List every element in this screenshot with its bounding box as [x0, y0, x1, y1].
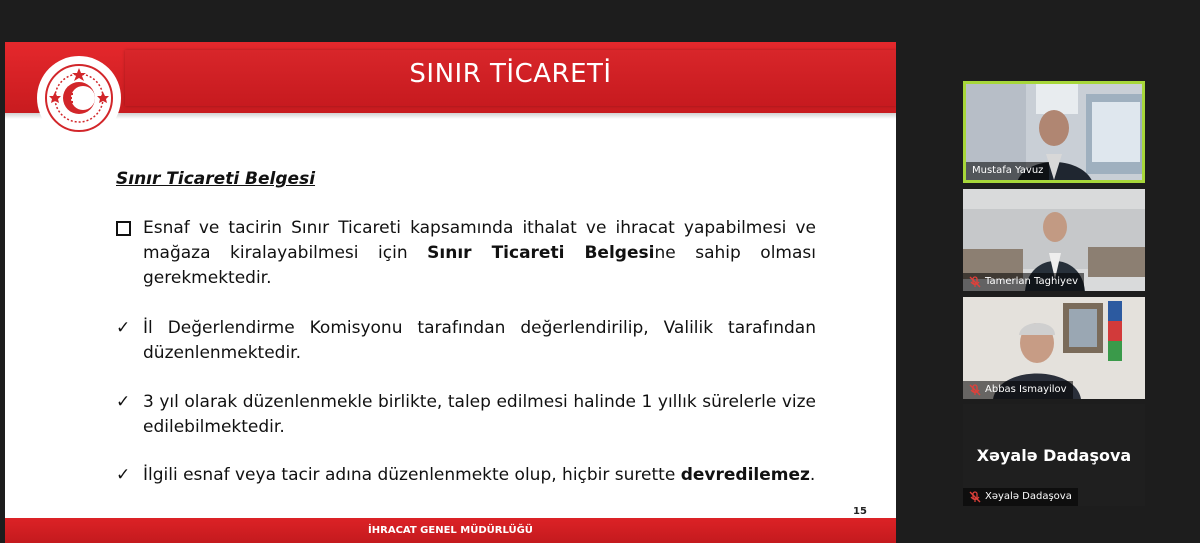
- checkbox-icon: [116, 216, 136, 244]
- participant-name-tag: [966, 162, 1049, 180]
- participant-display-name: Xəyalə Dadaşova: [976, 446, 1132, 465]
- bullet-text: İl Değerlendirme Komisyonu tarafından değerlendirilip, Valilik tarafından düzenlenmektedir.: [143, 318, 816, 363]
- mic-muted-icon: [969, 384, 981, 396]
- slide-title: SINIR TİCARETİ: [409, 59, 612, 89]
- participant-tile-mustafa-yavuz[interactable]: [963, 81, 1145, 183]
- bullet-text-end: .: [809, 465, 816, 485]
- check-icon: ✓: [116, 318, 131, 338]
- bullet-item: [116, 463, 816, 488]
- slide-header: [5, 42, 896, 113]
- participant-name: Mustafa Yavuz: [972, 165, 1044, 176]
- bullet-text: 3 yıl olarak düzenlenmekle birlikte, talep edilmesi halinde 1 yıllık sürelerle vize edilebilmektedir.: [143, 392, 816, 437]
- check-icon: ✓: [116, 392, 131, 412]
- bullet-text-end: ne sahip olması gerekmektedir.: [143, 243, 816, 288]
- page-number: 15: [853, 506, 867, 517]
- ministry-logo-icon: [37, 56, 121, 140]
- footer-text: İHRACAT GENEL MÜDÜRLÜĞÜ: [368, 525, 533, 536]
- slide-footer: [5, 518, 896, 543]
- header-shadow: [5, 113, 896, 119]
- bullet-text: İlgili esnaf veya tacir adına düzenlenmekte olup, hiçbir surette: [143, 465, 681, 485]
- shared-slide: [5, 42, 896, 543]
- bullet-item: [116, 390, 816, 440]
- bullet-item: [116, 216, 816, 291]
- bullet-bold-text: Sınır Ticareti Belgesi: [427, 243, 655, 263]
- bullet-bold-text: devredilemez: [680, 465, 810, 485]
- participant-name: Xəyalə Dadaşova: [985, 491, 1072, 502]
- participant-tile-abbas-ismayilov[interactable]: [963, 297, 1145, 399]
- participant-name: Tamerlan Taghiyev: [985, 276, 1079, 287]
- participant-tile-xeyale-dadasova[interactable]: [963, 404, 1145, 506]
- mic-muted-icon: [969, 491, 981, 503]
- participant-tile-tamerlan-taghiyev[interactable]: [963, 189, 1145, 291]
- participant-name-tag: [963, 273, 1084, 291]
- mic-muted-icon: [969, 276, 981, 288]
- bullet-text: Esnaf ve tacirin Sınır Ticareti kapsamında ithalat ve ihracat yapabilmesi ve mağaza kiralayabilmesi için: [143, 218, 816, 263]
- bullet-item: [116, 316, 816, 366]
- participant-name-tag: [963, 381, 1073, 399]
- check-icon: ✓: [116, 465, 131, 485]
- participant-name: Abbas Ismayilov: [985, 384, 1067, 395]
- participant-name-tag: [963, 488, 1078, 506]
- slide-subheading: Sınır Ticareti Belgesi: [116, 169, 316, 189]
